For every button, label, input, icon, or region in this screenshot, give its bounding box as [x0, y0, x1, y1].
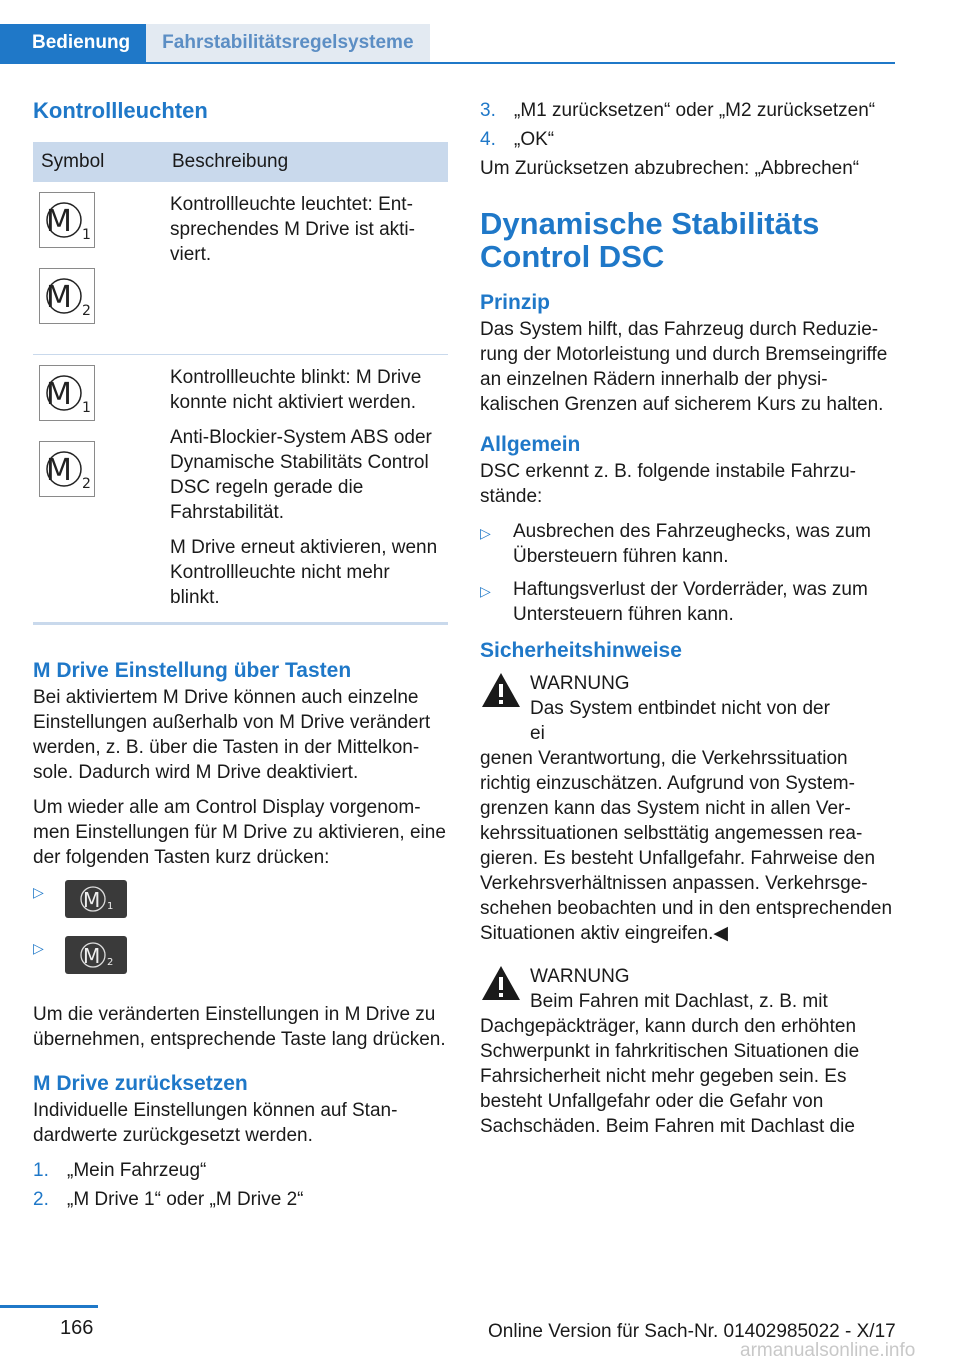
row2-description-1: Kontrollleuchte blinkt: M Drive konnte nicht aktiviert werden.	[170, 367, 422, 413]
step-number: 1.	[33, 1160, 49, 1181]
table-row	[33, 182, 448, 355]
paragraph-prinzip: Das System hilft, das Fahrzeug durch Reduzierung der Motorleistung und durch Bremseingriffe an einzelnen Rädern innerhalb der physikalischen Grenzen auf sicherem Kurs zu halten.	[480, 319, 888, 415]
left-column	[33, 98, 448, 1216]
paragraph-zuruecksetzen: Individuelle Einstellungen können auf Standardwerte zurückgesetzt werden.	[33, 1100, 398, 1146]
warning-block	[480, 671, 898, 946]
m1-indicator-icon	[39, 365, 95, 421]
warning-body: Dachgepäckträger, kann durch den erhöhten Schwerpunkt in fahrkritischen Situationen die Fahrsicherheit nicht mehr gegeben sein. Es besteht Unfallgefahr oder die Gefahr von Sachschäden. Beim Fahren mit Dachlast die	[480, 1016, 860, 1137]
list-item	[33, 1187, 448, 1212]
warning-triangle-icon	[480, 964, 522, 1002]
table-header-symbol: Symbol	[33, 142, 164, 182]
warning-block	[480, 964, 898, 1139]
row2-description-3: M Drive erneut aktivieren, wenn Kontrollleuchte nicht mehr blinkt.	[170, 537, 438, 608]
list-item	[33, 1158, 448, 1183]
reset-steps-list	[33, 1158, 448, 1212]
triangle-bullet-icon: ▷	[33, 884, 44, 900]
m-glyph: M	[46, 280, 72, 315]
reset-steps-continued	[480, 98, 898, 152]
step-number: 4.	[480, 129, 496, 150]
paragraph-tasten-1: Bei aktiviertem M Drive können auch einzelne Einstellungen außerhalb von M Drive verändert werden, z. B. über die Tasten in der Mittelkonsole. Dadurch wird M Drive deaktiviert.	[33, 687, 431, 783]
m2-indicator-icon	[39, 268, 95, 324]
section-title-kontrollleuchten: Kontrollleuchten	[33, 98, 208, 123]
digit-glyph: 2	[107, 957, 114, 968]
footer-online-version: Online Version für Sach-Nr. 01402985022 - X/17	[488, 1321, 896, 1342]
heading-zuruecksetzen: M Drive zurücksetzen	[33, 1072, 248, 1095]
triangle-bullet-icon: ▷	[33, 940, 44, 956]
table-header-description: Beschreibung	[164, 142, 448, 182]
footer-rule	[0, 1305, 98, 1308]
m-glyph: M	[83, 944, 101, 968]
m2-indicator-icon	[39, 441, 95, 497]
step-text: „M Drive 1“ oder „M Drive 2“	[67, 1189, 304, 1210]
m-glyph: M	[46, 204, 72, 239]
list-item	[480, 98, 898, 123]
warning-triangle-icon	[480, 671, 522, 709]
paragraph-allgemein: DSC erkennt z. B. folgende instabile Fahrzustände:	[480, 461, 856, 507]
heading-dsc: Dynamische Stabilitäts Control DSC	[480, 206, 820, 274]
row1-description: Kontrollleuchte leuchtet: Entsprechendes M Drive ist aktiviert.	[164, 182, 448, 355]
tab-fahrstabilitaetsregelsysteme[interactable]: Fahrstabilitätsregelsysteme	[146, 24, 429, 62]
warning-label: WARNUNG	[530, 673, 630, 694]
heading-prinzip: Prinzip	[480, 291, 551, 314]
list-item	[480, 127, 898, 152]
table-row	[33, 355, 448, 624]
bullet-text: Ausbrechen des Fahrzeughecks, was zum Übersteuern führen kann.	[513, 521, 872, 567]
triangle-bullet-icon: ▷	[480, 525, 491, 541]
heading-tasten: M Drive Einstellung über Tasten	[33, 659, 352, 682]
heading-sicherheit: Sicherheitshinweise	[480, 639, 682, 662]
m-glyph: M	[83, 888, 101, 912]
m-glyph: M	[46, 377, 72, 412]
list-item	[480, 577, 898, 627]
m1-hardware-button	[65, 880, 127, 918]
watermark: armanualsonline.info	[740, 1340, 916, 1361]
list-item	[33, 936, 448, 992]
list-item	[33, 880, 448, 936]
digit-glyph: 1	[82, 227, 91, 241]
page-number: 166	[60, 1317, 94, 1339]
button-list	[33, 880, 448, 992]
m1-indicator-icon	[39, 192, 95, 248]
list-item	[480, 519, 898, 569]
warning-body: genen Verantwortung, die Verkehrssituation richtig einzuschätzen. Aufgrund von Systemgrenzen kann das System nicht in allen Verkehrssituationen selbsttätig angemessen reagieren. Es besteht Unfallgefahr. Fahrweise den Verkehrsverhältnissen anpassen. Verkehrsgeschehen beobachten und in den entsprechenden Situationen aktiv eingreifen.◀	[480, 748, 893, 944]
cancel-text: Um Zurücksetzen abzubrechen: „Abbrechen“	[480, 158, 860, 179]
bullet-text: Haftungsverlust der Vorderräder, was zum Untersteuern führen kann.	[513, 579, 868, 625]
step-text: „OK“	[514, 129, 555, 150]
m-glyph: M	[46, 453, 72, 488]
tab-bedienung[interactable]: Bedienung	[0, 24, 146, 62]
indicator-table	[33, 142, 448, 625]
right-column	[480, 98, 898, 1157]
warning-first-line: Das System entbindet nicht von der ei	[530, 698, 830, 744]
triangle-bullet-icon: ▷	[480, 583, 491, 599]
step-text: „M1 zurücksetzen“ oder „M2 zurücksetzen“	[514, 100, 876, 121]
warning-label: WARNUNG	[530, 966, 630, 987]
digit-glyph: 2	[82, 303, 91, 317]
header-tabs	[0, 24, 895, 64]
digit-glyph: 1	[107, 901, 114, 912]
row2-description-2: Anti-Blockier-System ABS oder Dynamische Stabilitäts Control DSC regeln gerade die Fahrstabilität.	[170, 427, 432, 523]
digit-glyph: 1	[82, 400, 91, 414]
digit-glyph: 2	[82, 476, 91, 490]
step-text: „Mein Fahrzeug“	[67, 1160, 207, 1181]
step-number: 3.	[480, 100, 496, 121]
paragraph-tasten-2: Um wieder alle am Control Display vorgenommen Einstellungen für M Drive zu aktivieren, eine der folgenden Tasten kurz drücken:	[33, 797, 446, 868]
paragraph-tasten-3: Um die veränderten Einstellungen in M Drive zu übernehmen, entsprechende Taste lang drücken.	[33, 1004, 446, 1050]
warning-first-line: Beim Fahren mit Dachlast, z. B. mit	[530, 991, 828, 1012]
m2-hardware-button	[65, 936, 127, 974]
heading-allgemein: Allgemein	[480, 433, 581, 456]
instability-list	[480, 519, 898, 627]
step-number: 2.	[33, 1189, 49, 1210]
